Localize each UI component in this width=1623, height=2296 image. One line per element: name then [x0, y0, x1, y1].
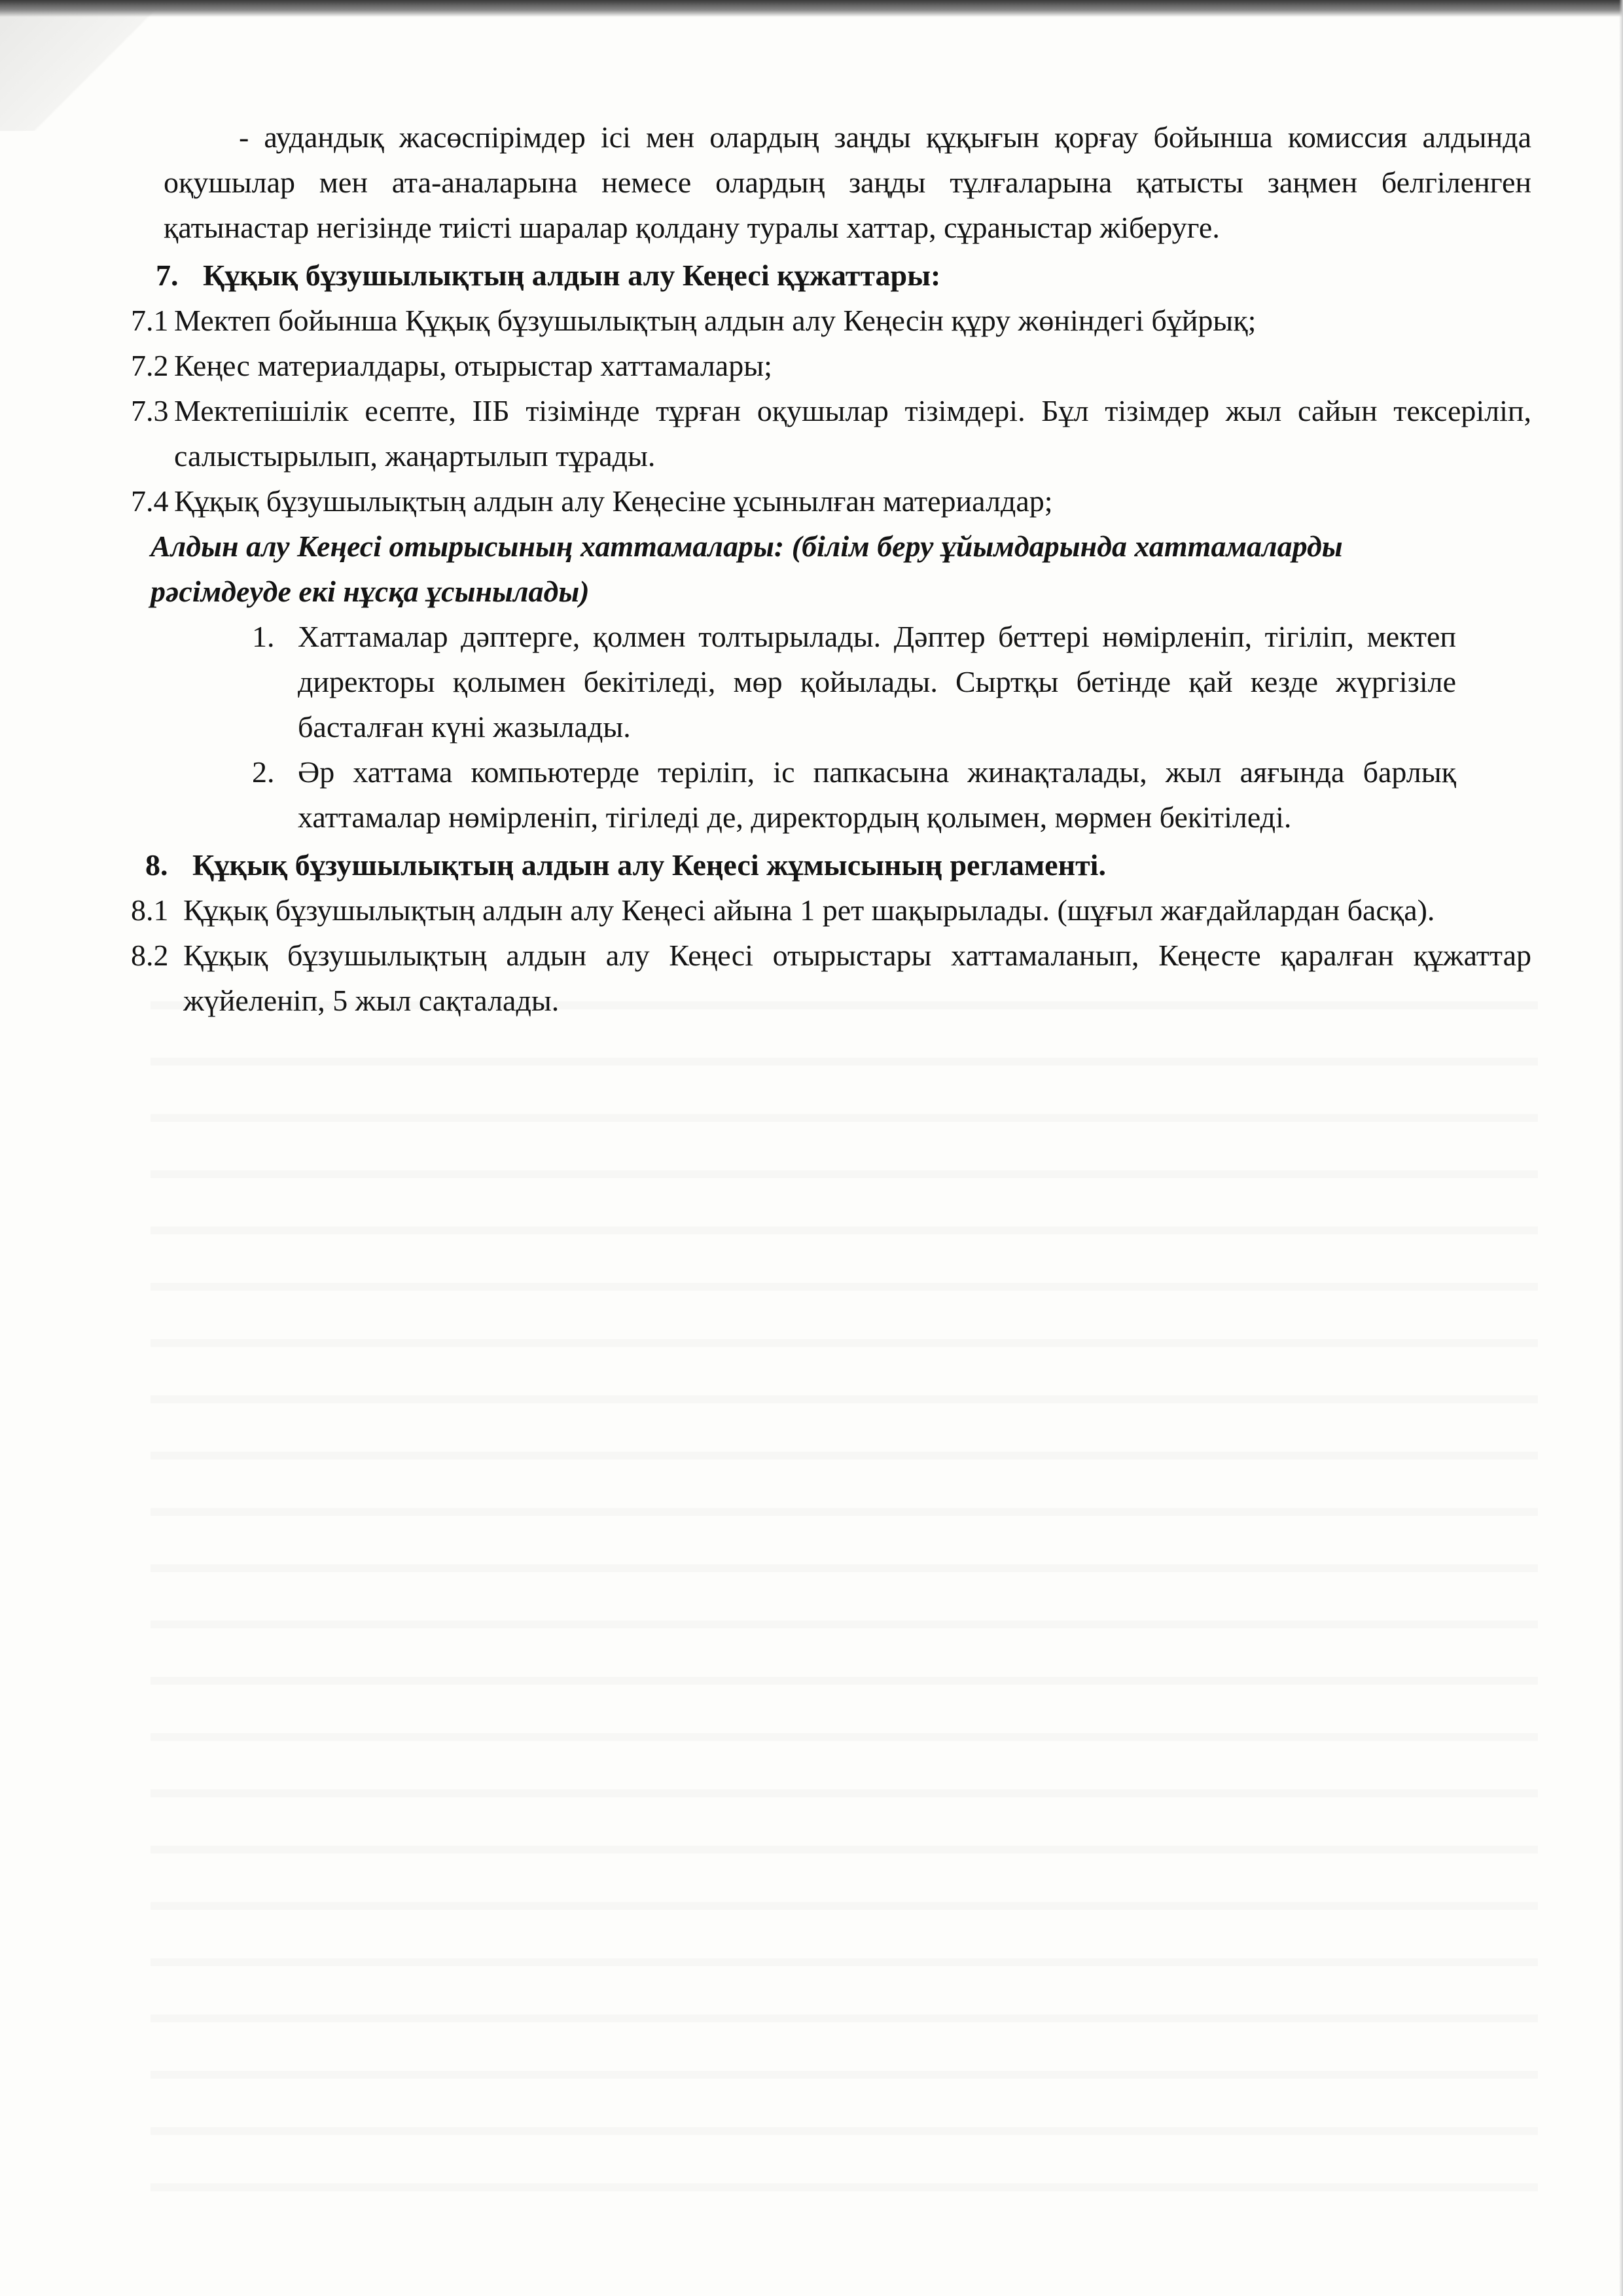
option-number: 1. [252, 620, 275, 653]
section-7-heading [156, 253, 1531, 298]
option-text: Хаттамалар дәптерге, қолмен толтырылады. Дәптер беттері нөмірленіп, тігіліп, мектеп директоры қолымен бекітіледі, мөр қойылады. Сыртқы бетінде қай кезде жүргізіле басталған күні жазылады. [298, 620, 1456, 744]
section-7-title: Құқық бұзушылықтың алдын алу Кеңесі құжаттары: [203, 259, 941, 292]
item-text: Кеңес материалдары, отырыстар хаттамалары; [174, 349, 772, 382]
item-number: 7.4 [131, 484, 169, 518]
list-item-7-2 [131, 343, 1531, 388]
item-text: Мектепішілік есепте, ІІБ тізімінде тұрған оқушылар тізімдері. Бұл тізімдер жыл сайын тексеріліп, салыстырылып, жаңартылып тұрады. [174, 394, 1531, 473]
section-8-title: Құқық бұзушылықтың алдын алу Кеңесі жұмысының регламенті. [192, 848, 1106, 882]
item-number: 7.1 [131, 304, 169, 337]
list-item-7-1 [131, 298, 1531, 343]
section-7-number: 7. [156, 259, 179, 292]
document-body [131, 115, 1531, 1023]
item-number: 7.2 [131, 349, 169, 382]
list-item-7-3 [131, 388, 1531, 478]
bleed-through-text [151, 969, 1538, 2212]
scan-right-edge [1619, 0, 1623, 2296]
scan-corner-shadow [0, 0, 196, 131]
item-text: Құқық бұзушылықтың алдын алу Кеңесі отырыстары хаттамаланып, Кеңесте қаралған құжаттар жүйеленіп, 5 жыл сақталады. [183, 939, 1531, 1017]
option-number: 2. [252, 755, 275, 789]
option-text: Әр хаттама компьютерде теріліп, іс папкасына жинақталады, жыл аяғында барлық хаттамалар нөмірленіп, тігіледі де, директордың қолымен, мөрмен бекітіледі. [298, 755, 1456, 834]
list-item-8-2 [131, 933, 1531, 1023]
scan-top-edge [0, 0, 1623, 17]
item-number: 8.2 [131, 939, 169, 972]
section-8-number: 8. [145, 848, 168, 882]
protocols-title: Алдын алу Кеңесі отырысының хаттамалары: (білім беру ұйымдарында хаттамаларды рәсімдеуде екі нұсқа ұсынылады) [151, 529, 1343, 608]
list-item-8-1 [131, 888, 1531, 933]
section-8-heading [145, 842, 1531, 888]
protocol-option-2 [252, 749, 1456, 840]
list-item-7-4 [131, 478, 1531, 524]
intro-paragraph: - аудандық жасөспірімдер ісі мен олардың заңды құқығын қорғау бойынша комиссия алдында оқушылар мен ата-аналарына немесе олардың заңды тұлғаларына қатысты заңмен белгіленген қатынастар негізінде тиісті шаралар қолдану туралы хаттар, сұраныстар жіберуге. [164, 120, 1531, 244]
item-text: Құқық бұзушылықтың алдын алу Кеңесі айына 1 рет шақырылады. (шұғыл жағдайлардан басқа). [183, 893, 1435, 927]
protocol-option-1 [252, 614, 1456, 749]
item-text: Мектеп бойынша Құқық бұзушылықтың алдын алу Кеңесін құру жөніндегі бұйрық; [174, 304, 1257, 337]
item-number: 8.1 [131, 893, 169, 927]
item-number: 7.3 [131, 394, 169, 427]
item-text: Құқық бұзушылықтың алдын алу Кеңесіне ұсынылған материалдар; [174, 484, 1053, 518]
